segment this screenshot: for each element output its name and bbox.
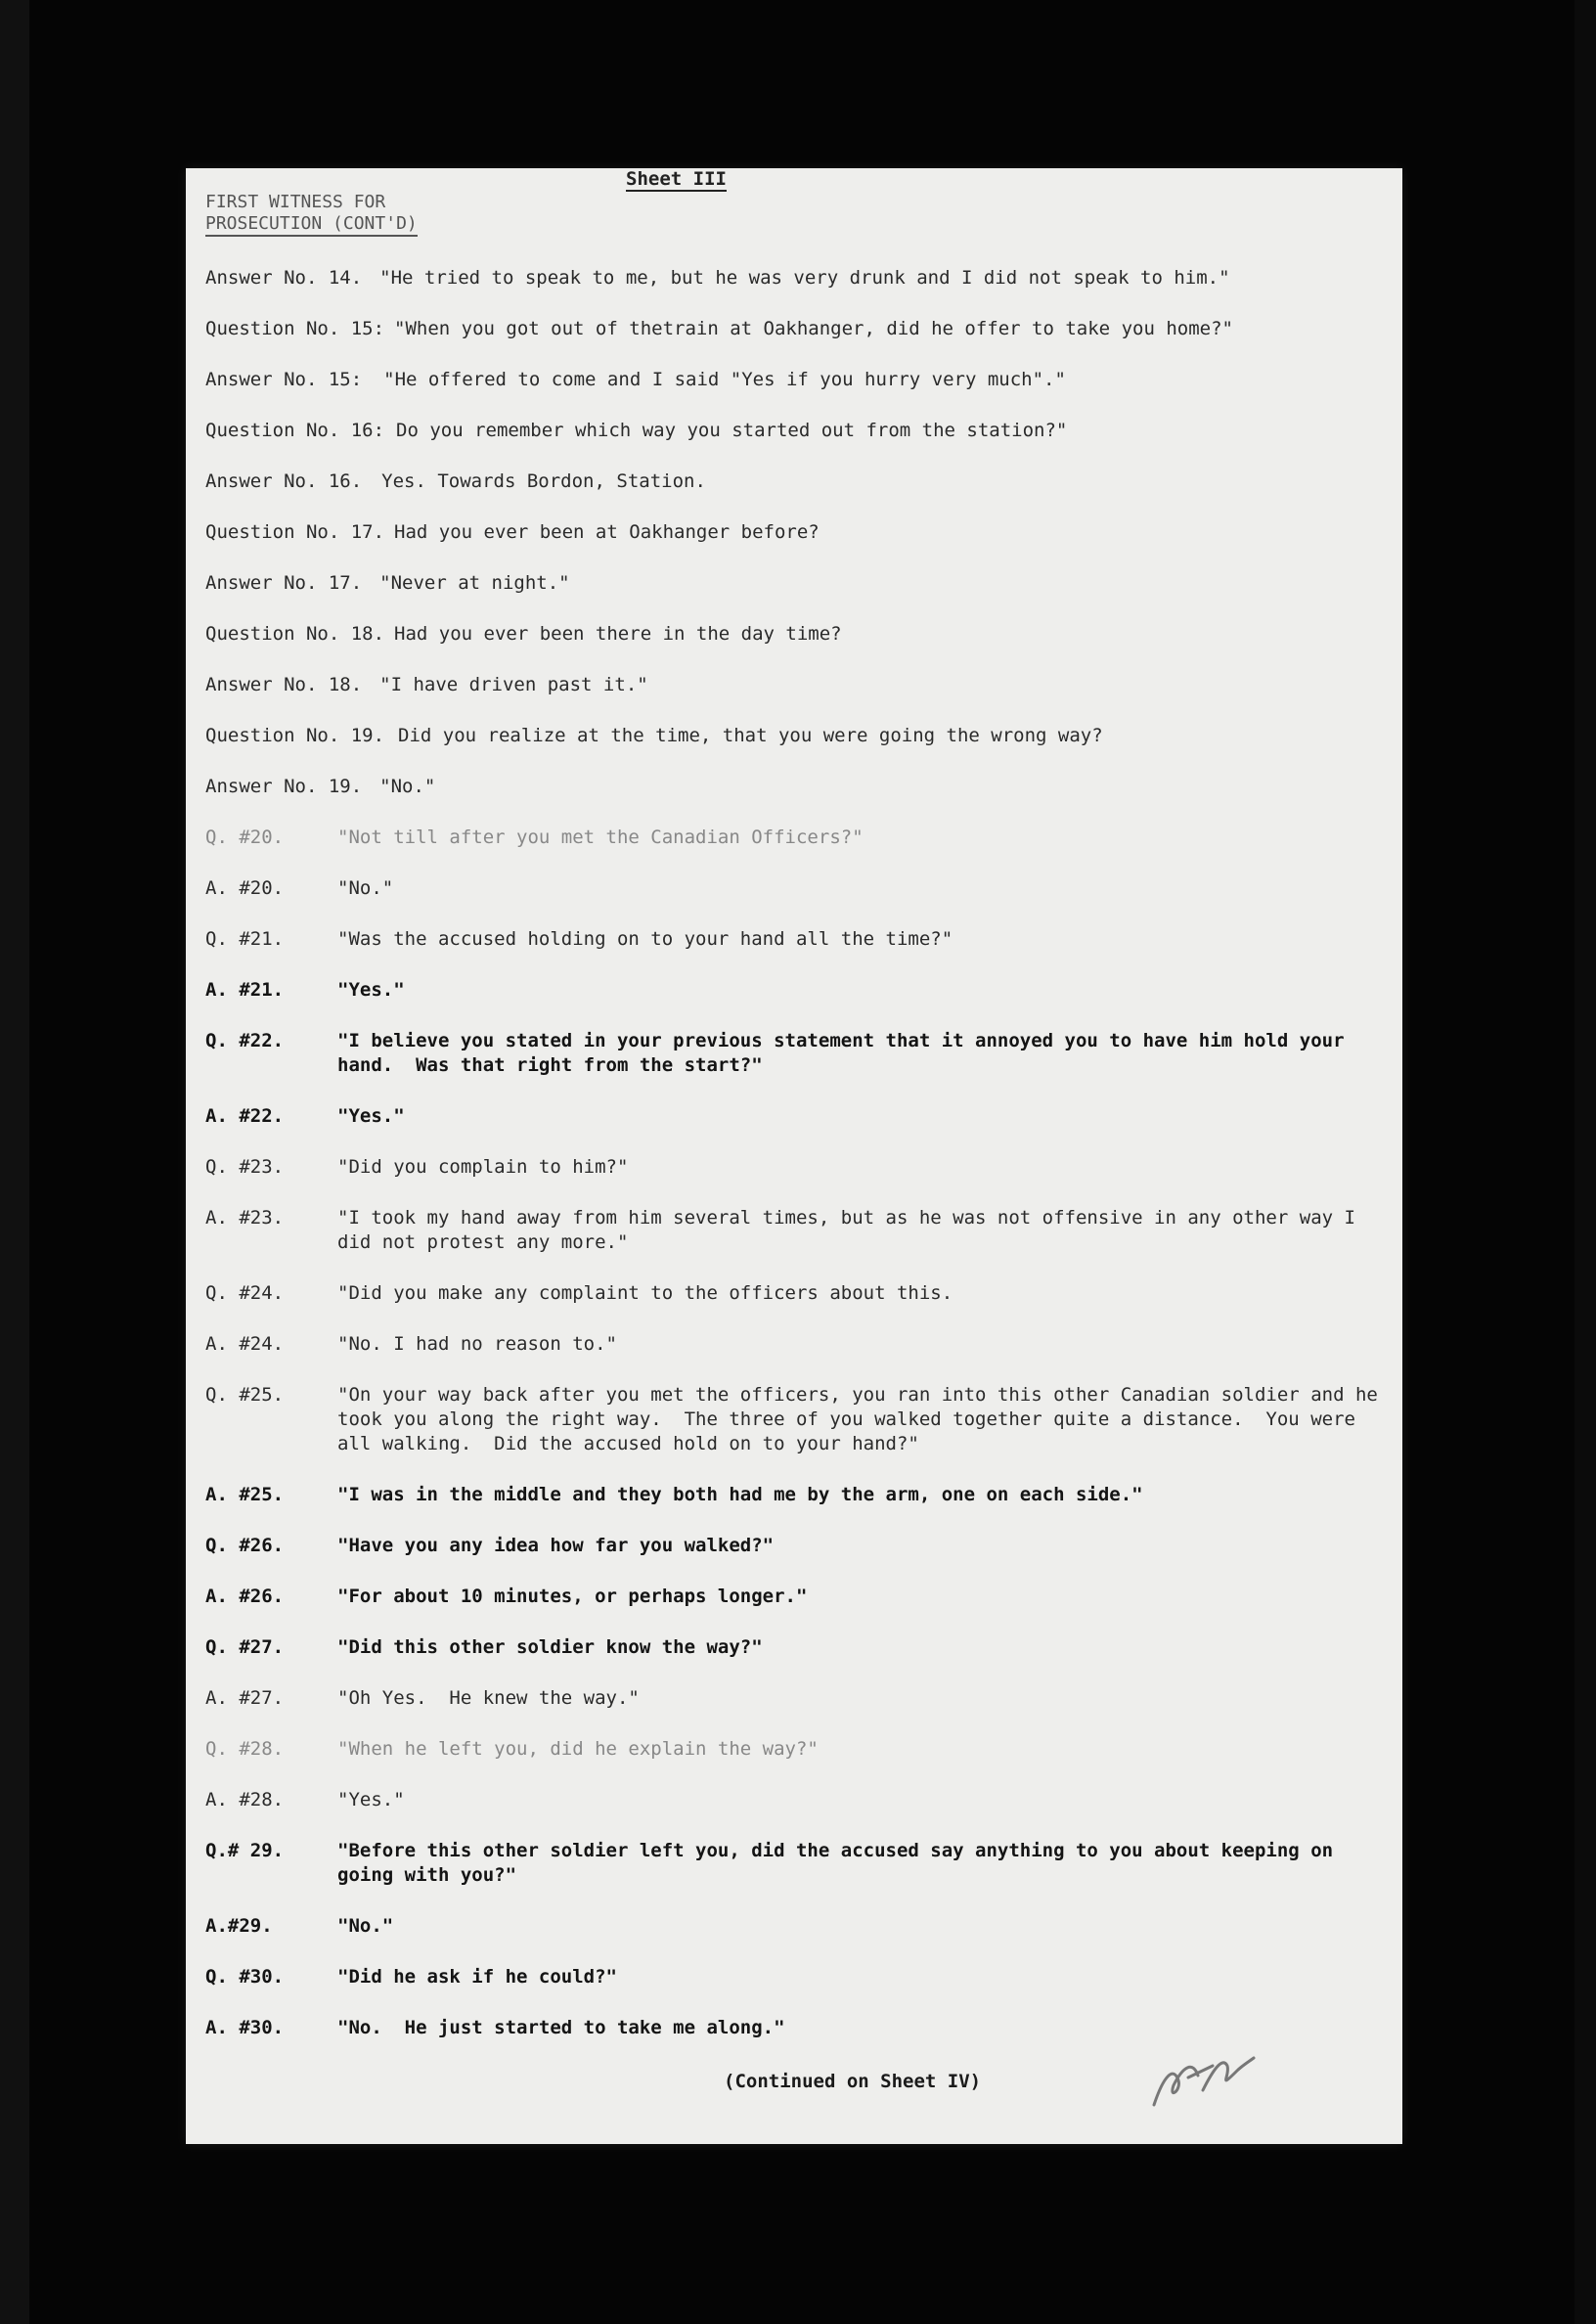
entry-label: Answer No. 17. bbox=[205, 572, 363, 594]
entry-label: A. #23. bbox=[205, 1207, 285, 1229]
entry-label: Answer No. 14. bbox=[205, 267, 363, 289]
testimony-entry bbox=[205, 1788, 1379, 1812]
section-header bbox=[205, 192, 418, 237]
entry-text: "Before this other soldier left you, did the accused say anything to you about keeping on going with you?" bbox=[337, 1840, 1345, 1886]
entry-text: "I took my hand away from him several times, but as he was not offensive in any other way I did not protest any more." bbox=[337, 1207, 1367, 1253]
entry-label: Answer No. 15: bbox=[205, 369, 363, 390]
scan-border-left bbox=[0, 0, 29, 2324]
entry-text: "On your way back after you met the officers, you ran into this other Canadian soldier and he took you along the right way. The three of you walked together quite a distance. You were all walking. Did the accused hold on to your hand?" bbox=[337, 1384, 1390, 1454]
entry-text: "Yes." bbox=[337, 1105, 405, 1127]
handwritten-initials bbox=[1144, 2036, 1262, 2115]
entry-label: A.#29. bbox=[205, 1915, 273, 1937]
continuation-note: (Continued on Sheet IV) bbox=[724, 2071, 982, 2092]
entry-text: "Never at night." bbox=[379, 572, 570, 594]
entry-label: A. #21. bbox=[205, 979, 285, 1001]
testimony-entry bbox=[205, 1839, 1379, 1888]
testimony-entry bbox=[205, 622, 1379, 647]
entry-text: "He offered to come and I said "Yes if you hurry very much"." bbox=[383, 369, 1066, 390]
testimony-entry bbox=[205, 520, 1379, 545]
entry-text: "Did you complain to him?" bbox=[337, 1156, 629, 1178]
entry-text: Did you realize at the time, that you were going the wrong way? bbox=[398, 725, 1103, 746]
entry-text: "No." bbox=[379, 776, 436, 797]
entry-text: "Have you any idea how far you walked?" bbox=[337, 1535, 775, 1556]
entry-text: "Did this other soldier know the way?" bbox=[337, 1636, 763, 1658]
entry-label: A. #22. bbox=[205, 1105, 285, 1127]
testimony-entry bbox=[205, 1332, 1379, 1357]
testimony-entry bbox=[205, 1585, 1379, 1609]
entry-label: Q. #22. bbox=[205, 1030, 285, 1051]
entry-label: Answer No. 19. bbox=[205, 776, 363, 797]
entry-label: Q. #21. bbox=[205, 928, 285, 950]
testimony-entry bbox=[205, 775, 1379, 799]
testimony-entry bbox=[205, 673, 1379, 697]
entry-label: Question No. 19. bbox=[205, 725, 385, 746]
entry-text: "Oh Yes. He knew the way." bbox=[337, 1687, 640, 1709]
entry-text: "Was the accused holding on to your hand all the time?" bbox=[337, 928, 953, 950]
entry-text: "Did you make any complaint to the officers about this. bbox=[337, 1282, 953, 1304]
entry-text: Had you ever been at Oakhanger before? bbox=[394, 521, 820, 543]
testimony-entry bbox=[205, 469, 1379, 494]
testimony-entry bbox=[205, 978, 1379, 1003]
entry-label: Answer No. 16. bbox=[205, 470, 363, 492]
entry-label: A. #20. bbox=[205, 877, 285, 899]
entry-text: "He tried to speak to me, but he was very drunk and I did not speak to him." bbox=[379, 267, 1230, 289]
header-line-1: FIRST WITNESS FOR bbox=[205, 192, 386, 212]
entry-text: Do you remember which way you started out from the station?" bbox=[396, 420, 1068, 441]
entry-label: A. #28. bbox=[205, 1789, 285, 1810]
entry-text: "Did he ask if he could?" bbox=[337, 1966, 617, 1988]
entry-label: Question No. 18. bbox=[205, 623, 385, 645]
entry-label: Q. #20. bbox=[205, 827, 285, 848]
entry-text: Yes. Towards Bordon, Station. bbox=[381, 470, 706, 492]
entry-label: Q. #23. bbox=[205, 1156, 285, 1178]
entry-text: "For about 10 minutes, or perhaps longer." bbox=[337, 1586, 808, 1607]
entry-label: Q. #25. bbox=[205, 1384, 285, 1406]
testimony-entry bbox=[205, 1155, 1379, 1180]
entry-text: Had you ever been there in the day time? bbox=[394, 623, 842, 645]
entry-text: "Yes." bbox=[337, 1789, 405, 1810]
testimony-entry bbox=[205, 876, 1379, 901]
testimony-entry bbox=[205, 1281, 1379, 1306]
scan-border-right bbox=[1574, 0, 1596, 2324]
entry-text: "No. I had no reason to." bbox=[337, 1333, 617, 1355]
testimony-list bbox=[205, 266, 1390, 2067]
testimony-entry bbox=[205, 317, 1379, 341]
entry-text: "No." bbox=[337, 1915, 394, 1937]
testimony-entry bbox=[205, 1029, 1379, 1078]
entry-label: A. #25. bbox=[205, 1484, 285, 1505]
entry-label: A. #30. bbox=[205, 2017, 285, 2038]
testimony-entry bbox=[205, 1737, 1379, 1762]
testimony-entry bbox=[205, 571, 1379, 596]
testimony-entry bbox=[205, 266, 1379, 290]
entry-text: "I believe you stated in your previous statement that it annoyed you to have him hold your hand. Was that right from the start?" bbox=[337, 1030, 1355, 1076]
testimony-entry bbox=[205, 826, 1379, 850]
entry-label: Q. #24. bbox=[205, 1282, 285, 1304]
entry-text: "I have driven past it." bbox=[379, 674, 648, 695]
sheet-number: Sheet III bbox=[626, 168, 727, 190]
testimony-entry bbox=[205, 1686, 1379, 1711]
entry-label: Q. #30. bbox=[205, 1966, 285, 1988]
testimony-entry bbox=[205, 368, 1379, 392]
testimony-entry bbox=[205, 1383, 1390, 1456]
testimony-entry bbox=[205, 1965, 1379, 1989]
entry-label: Question No. 15: bbox=[205, 318, 385, 339]
entry-text: "No." bbox=[337, 877, 394, 899]
entry-text: "Yes." bbox=[337, 979, 405, 1001]
entry-label: Q. #26. bbox=[205, 1535, 285, 1556]
entry-text: "When he left you, did he explain the way?" bbox=[337, 1738, 819, 1760]
testimony-entry bbox=[205, 1914, 1379, 1939]
entry-label: Q. #27. bbox=[205, 1636, 285, 1658]
testimony-entry bbox=[205, 1206, 1379, 1255]
testimony-entry bbox=[205, 1483, 1379, 1507]
testimony-entry bbox=[205, 1635, 1379, 1660]
entry-label: Answer No. 18. bbox=[205, 674, 363, 695]
entry-label: A. #26. bbox=[205, 1586, 285, 1607]
entry-label: Q.# 29. bbox=[205, 1840, 285, 1861]
entry-text: "I was in the middle and they both had me by the arm, one on each side." bbox=[337, 1484, 1143, 1505]
entry-label: Question No. 16: bbox=[205, 420, 385, 441]
testimony-entry bbox=[205, 927, 1379, 952]
entry-label: Question No. 17. bbox=[205, 521, 385, 543]
testimony-entry bbox=[205, 419, 1379, 443]
entry-label: A. #27. bbox=[205, 1687, 285, 1709]
testimony-entry bbox=[205, 724, 1379, 748]
entry-text: "When you got out of thetrain at Oakhanger, did he offer to take you home?" bbox=[394, 318, 1233, 339]
entry-label: Q. #28. bbox=[205, 1738, 285, 1760]
document-page bbox=[186, 168, 1402, 2144]
testimony-entry bbox=[205, 1534, 1379, 1558]
header-line-2: PROSECUTION (CONT'D) bbox=[205, 213, 418, 237]
testimony-entry bbox=[205, 1104, 1379, 1129]
entry-text: "No. He just started to take me along." bbox=[337, 2017, 785, 2038]
entry-text: "Not till after you met the Canadian Officers?" bbox=[337, 827, 864, 848]
entry-label: A. #24. bbox=[205, 1333, 285, 1355]
